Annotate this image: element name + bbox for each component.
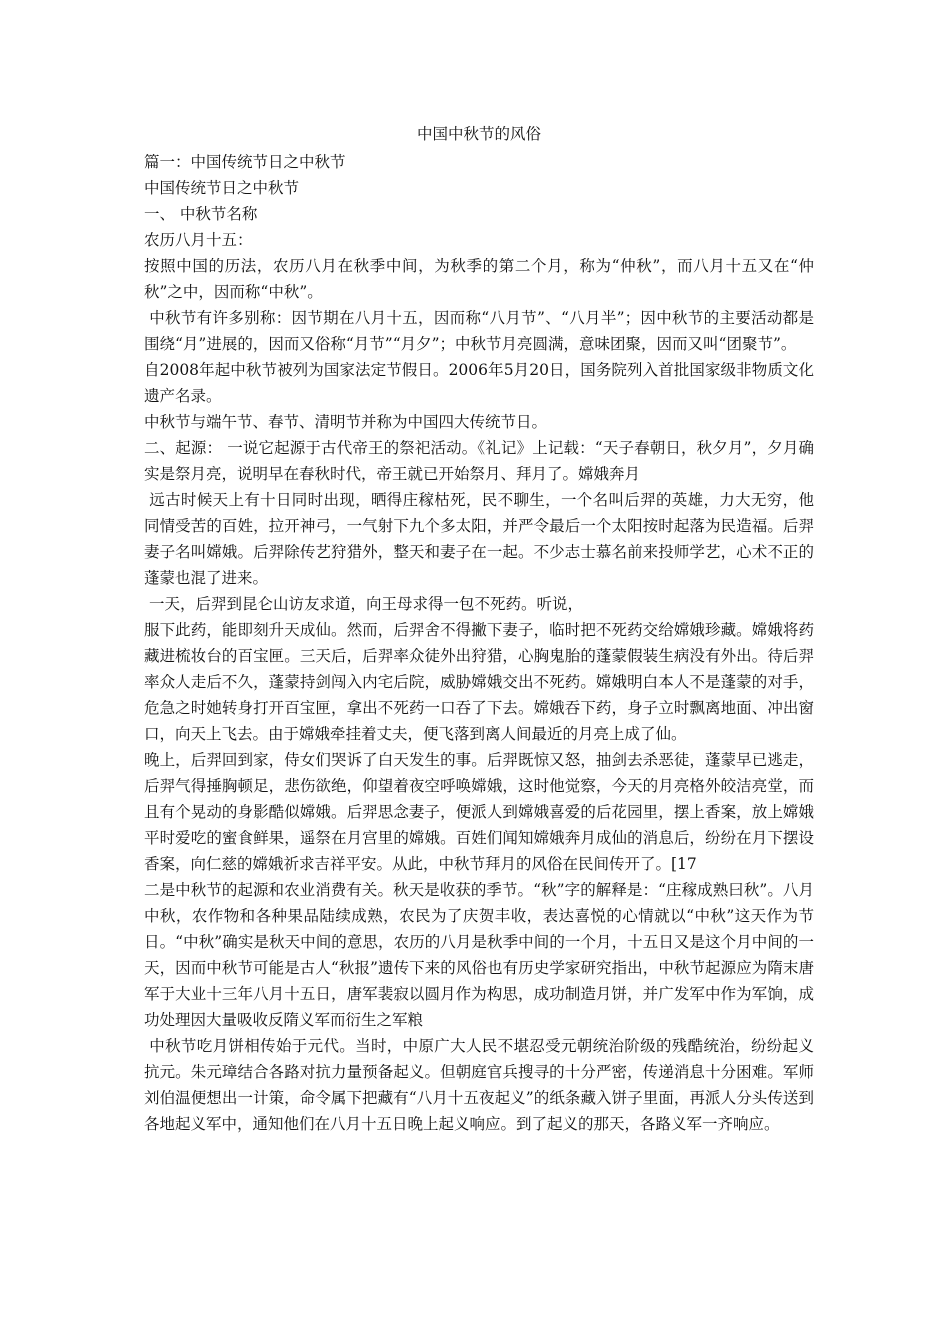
paragraph-lunar-date: 农历八月十五： [144, 231, 253, 249]
paragraph-section-one-heading: 一、 中秋节名称 [144, 205, 258, 223]
paragraph-elixir: 一天，后羿到昆仑山访友求道，向王母求得一包不死药。听说， [144, 595, 583, 613]
paragraph-mooncake-yuan: 中秋节吃月饼相传始于元代。当时，中原广大人民不堪忍受元朝统治阶级的残酷统治，纷纷起义抗元。朱元璋结合各路对抗力量预备起义。但朝庭官兵搜寻的十分严密，传递消息十分困难。军师刘伯温便想出一计策，命令属下把藏有“八月十五夜起义”的纸条藏入饼子里面，再派人分头传送到各地起义军中，通知他们在八月十五日晚上起义响应。到了起义的那天，各路义军一齐响应。 [144, 1037, 814, 1133]
paragraph-legend-houyi: 远古时候天上有十日同时出现，晒得庄稼枯死，民不聊生，一个名叫后羿的英雄，力大无穷，他同情受苦的百姓，拉开神弓，一气射下九个多太阳，并严令最后一个太阳按时起落为民造福。后羿妻子名叫嫦娥。后羿除传艺狩猎外，整天和妻子在一起。不少志士慕名前来投师学艺，心术不正的蓬蒙也混了进来。 [144, 491, 814, 587]
document-body [144, 121, 814, 1137]
paragraph-origin: 二、起源： 一说它起源于古代帝王的祭祀活动。《礼记》上记载：“天子春朝日，秋夕月”，夕月确实是祭月亮，说明早在春秋时代，帝王就已开始祭月、拜月了。嫦娥奔月 [144, 439, 814, 483]
paragraph-alias-names: 中秋节有许多别称：因节期在八月十五，因而称“八月节”、“八月半”；因中秋节的主要活动都是围绕“月”进展的，因而又俗称“月节”“月夕”；中秋节月亮圆满，意味团聚，因而又叫“团聚节”。 [144, 309, 814, 353]
paragraph-calendar: 按照中国的历法，农历八月在秋季中间，为秋季的第二个月，称为“仲秋”，而八月十五又在“仲秋”之中，因而称“中秋”。 [144, 257, 814, 301]
paragraph-subtitle: 中国传统节日之中秋节 [144, 179, 300, 197]
paragraph-four-festivals: 中秋节与端午节、春节、清明节并称为中国四大传统节日。 [144, 413, 548, 431]
paragraph-moon-worship: 晚上，后羿回到家，侍女们哭诉了白天发生的事。后羿既惊又怒，抽剑去杀恶徒，蓬蒙早已逃走，后羿气得捶胸顿足，悲伤欲绝，仰望着夜空呼唤嫦娥，这时他觉察，今天的月亮格外皎洁亮堂，而且有个晃动的身影酷似嫦娥。后羿思念妻子，便派人到嫦娥喜爱的后花园里，摆上香案，放上嫦娥平时爱吃的蜜食鲜果，遥祭在月宫里的嫦娥。百姓们闻知嫦娥奔月成仙的消息后，纷纷在月下摆设香案，向仁慈的嫦娥祈求吉祥平安。从此，中秋节拜月的风俗在民间传开了。[17 [144, 751, 814, 873]
paragraph-holiday-status: 自2008年起中秋节被列为国家法定节假日。2006年5月20日，国务院列入首批国家级非物质文化遗产名录。 [144, 361, 814, 405]
document-title: 中国中秋节的风俗 [416, 125, 541, 143]
paragraph-agriculture-origin: 二是中秋节的起源和农业消费有关。秋天是收获的季节。“秋”字的解释是：“庄稼成熟曰秋”。八月中秋，农作物和各种果品陆续成熟，农民为了庆贺丰收，表达喜悦的心情就以“中秋”这天作为节日。“中秋”确实是秋天中间的意思，农历的八月是秋季中间的一个月，十五日又是这个月中间的一天，因而中秋节可能是古人“秋报”遗传下来的风俗也有历史学家研究指出，中秋节起源应为隋末唐军于大业十三年八月十五日，唐军裴寂以圆月作为构思，成功制造月饼，并广发军中作为军饷，成功处理因大量吸收反隋义军而衍生之军粮 [144, 881, 814, 1029]
paragraph-change-flight: 服下此药，能即刻升天成仙。然而，后羿舍不得撇下妻子，临时把不死药交给嫦娥珍藏。嫦娥将药藏进梳妆台的百宝匣。三天后，后羿率众徒外出狩猎，心胸鬼胎的蓬蒙假装生病没有外出。待后羿率众人走后不久，蓬蒙持剑闯入内宅后院，威胁嫦娥交出不死药。嫦娥明白本人不是蓬蒙的对手，危急之时她转身打开百宝匣，拿出不死药一口吞了下去。嫦娥吞下药，身子立时飘离地面、冲出窗口，向天上飞去。由于嫦娥牵挂着丈夫，便飞落到离人间最近的月亮上成了仙。 [144, 621, 814, 743]
paragraph-chapter-heading: 篇一：中国传统节日之中秋节 [144, 153, 346, 171]
